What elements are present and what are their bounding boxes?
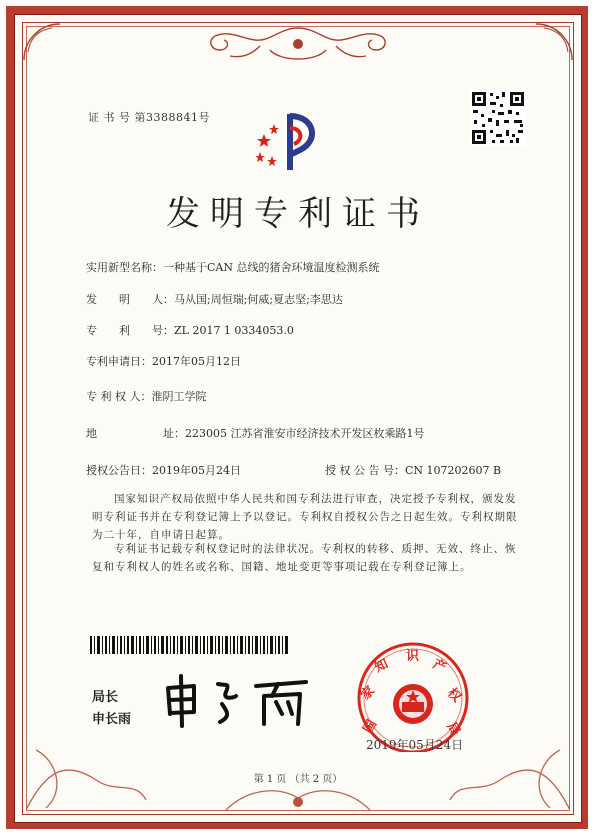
svg-text:局: 局 [443,720,463,739]
svg-text:权: 权 [444,685,464,706]
handwritten-signature [160,670,320,730]
svg-text:知: 知 [372,656,391,676]
patent-number-field: 专 利 号：ZL 2017 1 0334053.0 [86,324,294,337]
inventors-field: 发 明 人：马从国;周恒瑞;何威;夏志坚;李思达 [86,293,343,306]
page-title: 发明专利证书 [166,194,430,234]
svg-text:产: 产 [430,656,449,677]
director-title: 局长 [92,690,119,705]
grant-paragraph: 国家知识产权局依照中华人民共和国专利法进行审查，决定授予专利权，颁发发明专利证书并在专利登记簿上予以登记。专利权自授权公告之日起生效。专利权期限为二十年，自申请日起算。 [92,493,518,541]
qr-code-icon [470,90,526,146]
model-name-field: 实用新型名称：一种基于CAN 总线的猪舍环境温度检测系统 [86,261,380,274]
top-ornament-icon [200,22,396,72]
address-field: 地 址：223005 江苏省淮安市经济技术开发区枚乘路1号 [86,427,425,440]
barcode-icon [90,636,290,654]
director-name: 申长雨 [92,712,132,727]
patent-office-logo-icon [256,110,326,174]
svg-text:家: 家 [358,683,379,704]
legal-status-paragraph: 专利证书记载专利权登记时的法律状况。专利权的转移、质押、无效、终止、恢复和专利权人的姓名或名称、国籍、地址变更等事项记载在专利登记簿上。 [92,543,517,573]
application-date-field: 专利申请日：2017年05月12日 [86,355,241,368]
corner-ornament-icon [22,22,62,62]
certificate-number: 证 书 号 第3388841号 [88,111,210,124]
national-emblem-icon [393,684,433,724]
patentee-field: 专 利 权 人：淮阴工学院 [86,390,207,403]
corner-ornament-icon [534,22,574,62]
svg-text:国: 国 [360,717,381,737]
page-number: 第 1 页 （共 2 页） [253,774,343,785]
announcement-date-field: 授权公告日：2019年05月24日 [86,464,241,477]
announcement-number-field: 授 权 公 告 号：CN 107202607 B [325,464,502,477]
svg-text:识: 识 [406,649,420,664]
seal-date: 2019年05月24日 [366,738,464,752]
